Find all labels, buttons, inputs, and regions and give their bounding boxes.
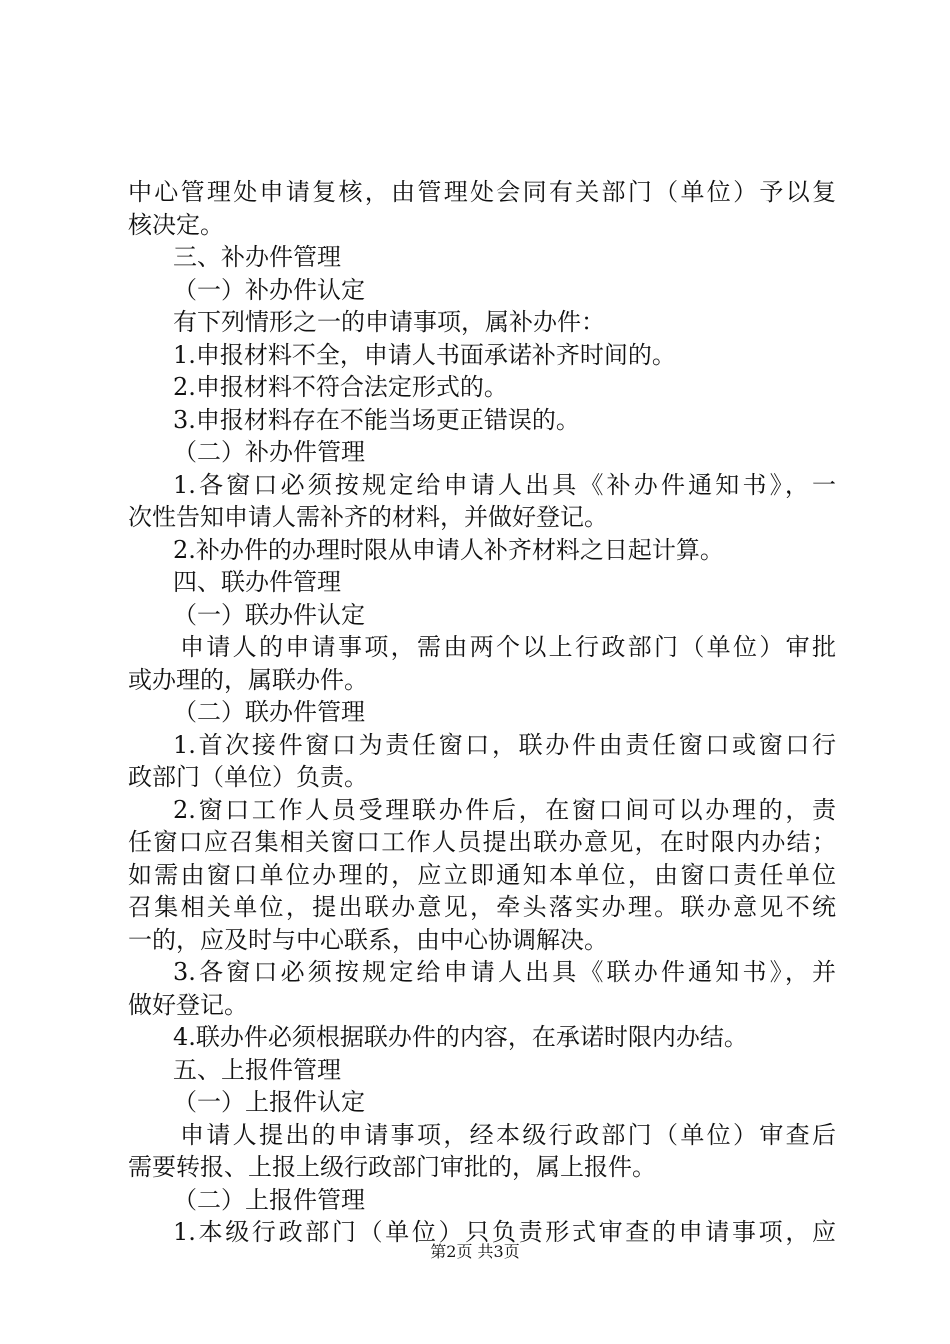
text-line: 核决定。 xyxy=(128,210,224,239)
text-line: 需要转报、上报上级行政部门审批的，属上报件。 xyxy=(128,1153,656,1181)
text-line: 3.各窗口必须按规定给申请人出具《联办件通知书》，并 xyxy=(173,958,836,986)
text-line: 做好登记。 xyxy=(128,990,248,1019)
text-line: 中心管理处申请复核，由管理处会同有关部门（单位）予以复 xyxy=(128,178,836,206)
document-body xyxy=(128,176,836,1249)
text-line: 或办理的，属联办件。 xyxy=(128,665,368,694)
text-line: 申请人提出的申请事项，经本级行政部门（单位）审查后 xyxy=(180,1120,836,1149)
text-line: 4.联办件必须根据联办件的内容，在承诺时限内办结。 xyxy=(173,1023,748,1051)
text-line: 召集相关单位，提出联办意见，牵头落实办理。联办意见不统 xyxy=(128,893,836,921)
text-line: （一）补办件认定 xyxy=(173,275,365,304)
page-footer: 第2页 共3页 xyxy=(430,1242,520,1261)
text-line: （一）上报件认定 xyxy=(173,1088,365,1116)
text-line: 1.本级行政部门（单位）只负责形式审查的申请事项，应 xyxy=(173,1218,836,1246)
text-line: （二）补办件管理 xyxy=(173,438,365,466)
text-line: 2.窗口工作人员受理联办件后，在窗口间可以办理的，责 xyxy=(173,795,836,824)
text-line: 3.申报材料存在不能当场更正错误的。 xyxy=(173,405,580,434)
text-line: 1.各窗口必须按规定给申请人出具《补办件通知书》，一 xyxy=(173,470,836,499)
text-line: 任窗口应召集相关窗口工作人员提出联办意见，在时限内办结； xyxy=(128,828,836,856)
text-line: （二）上报件管理 xyxy=(173,1185,365,1214)
text-line: 申请人的申请事项，需由两个以上行政部门（单位）审批 xyxy=(180,633,836,661)
text-line: 2.申报材料不符合法定形式的。 xyxy=(173,373,508,401)
text-line: 一的，应及时与中心联系，由中心协调解决。 xyxy=(128,925,608,954)
text-line: 1.申报材料不全，申请人书面承诺补齐时间的。 xyxy=(173,340,676,369)
text-line: 如需由窗口单位办理的，应立即通知本单位，由窗口责任单位 xyxy=(128,860,836,889)
text-line: 1.首次接件窗口为责任窗口，联办件由责任窗口或窗口行 xyxy=(173,730,836,759)
text-line: 五、上报件管理 xyxy=(173,1055,341,1084)
text-line: （二）联办件管理 xyxy=(173,698,365,726)
text-line: 有下列情形之一的申请事项，属补办件： xyxy=(173,308,605,336)
text-line: （一）联办件认定 xyxy=(173,600,365,629)
text-line: 次性告知申请人需补齐的材料，并做好登记。 xyxy=(128,503,608,531)
text-line: 政部门（单位）负责。 xyxy=(128,763,368,791)
text-line: 三、补办件管理 xyxy=(173,243,341,271)
text-line: 2.补办件的办理时限从申请人补齐材料之日起计算。 xyxy=(173,535,724,564)
text-line: 四、联办件管理 xyxy=(173,568,341,596)
